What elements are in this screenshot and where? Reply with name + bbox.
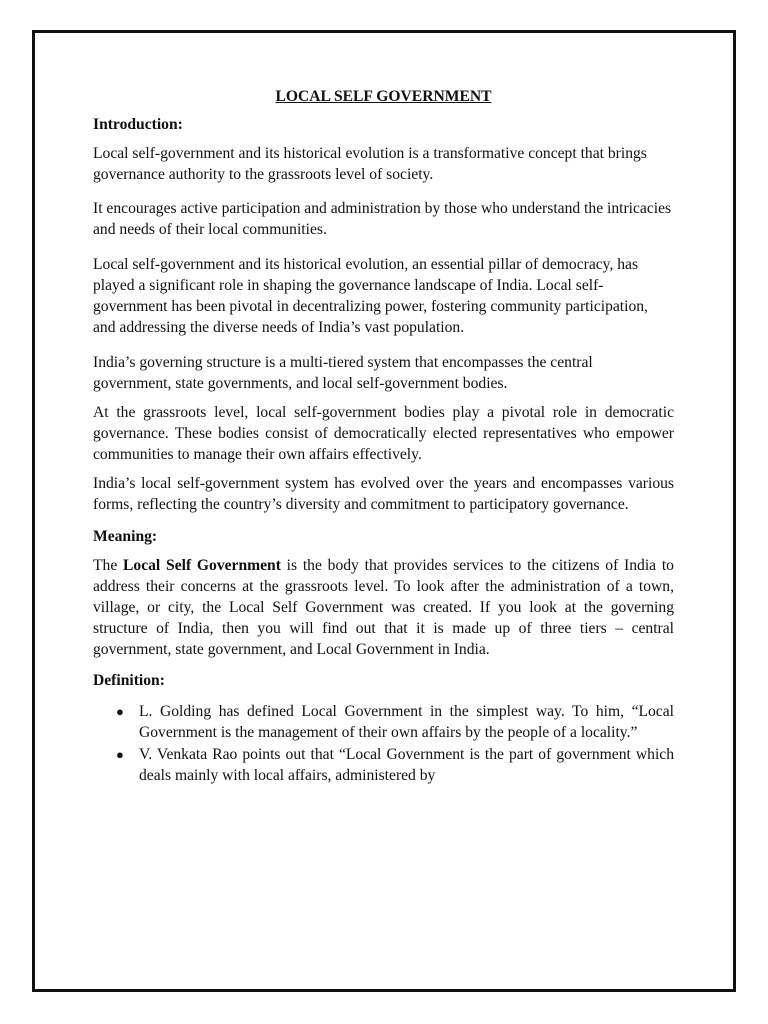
- intro-paragraph-2: It encourages active participation and administration by those who understand the intricacies and needs of their local communities.: [93, 200, 672, 238]
- definition-item: [116, 701, 674, 743]
- definition-item: [116, 744, 674, 786]
- intro-paragraph-4: India’s governing structure is a multi-tiered system that encompasses the central government, state governments, and local self-government bodies.: [93, 354, 593, 392]
- meaning-paragraph: [93, 555, 674, 660]
- intro-paragraph-3: Local self-government and its historical evolution, an essential pillar of democracy, has played a significant role in shaping the governance landscape of India. Local self-government has been pivotal in decentralizing power, fostering community participation, and addressing the diverse needs of India’s vast population.: [93, 256, 648, 336]
- meaning-text: is the body that provides services to the citizens of India to address their concerns at the grassroots level. To look after the administration of a town, village, or city, the Local Self Government was created. If you look at the governing structure of India, then you will find out that it is made up of three tiers – central government, state government, and Local Government in India.: [93, 557, 674, 658]
- introduction-heading: Introduction:: [93, 116, 183, 133]
- document-title: LOCAL SELF GOVERNMENT: [275, 88, 492, 105]
- meaning-heading: Meaning:: [93, 528, 158, 545]
- definition-text-2: V. Venkata Rao points out that “Local Government is the part of government which deals mainly with local affairs, administered by: [139, 746, 674, 784]
- meaning-lead: The: [93, 557, 124, 574]
- bullet-icon: ●: [116, 704, 124, 719]
- definition-list: [93, 701, 674, 786]
- intro-paragraph-5: At the grassroots level, local self-government bodies play a pivotal role in democratic governance. These bodies consist of democratically elected representatives who empower communities to manage their own affairs effectively.: [93, 404, 674, 463]
- definition-text-1: L. Golding has defined Local Government in the simplest way. To him, “Local Government is the management of their own affairs by the people of a locality.”: [139, 703, 674, 741]
- document-body: [93, 86, 674, 787]
- meaning-bold-term: Local Self Government: [123, 557, 281, 574]
- intro-paragraph-6: India’s local self-government system has evolved over the years and encompasses various forms, reflecting the country’s diversity and commitment to participatory governance.: [93, 475, 674, 513]
- definition-heading: Definition:: [93, 672, 165, 689]
- bullet-icon: ●: [116, 747, 124, 762]
- intro-paragraph-1: Local self-government and its historical evolution is a transformative concept that brings governance authority to the grassroots level of society.: [93, 145, 647, 183]
